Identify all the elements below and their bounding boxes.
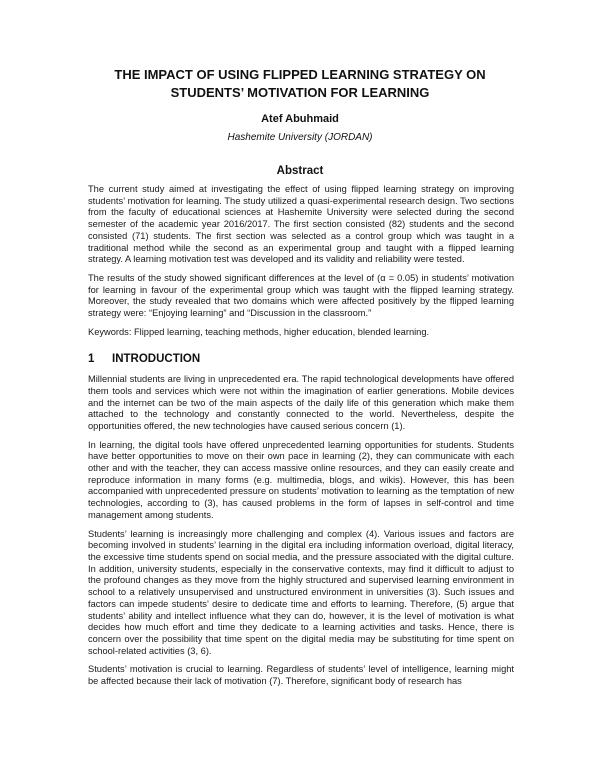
abstract-paragraph-1: The current study aimed at investigating the effect of using flipped learning strategy on improving students’ motivation for learning. The study utilized a quasi-experimental research design. Two sections from the faculty of educational sciences at Hashemite University were selected during the second semester of the academic year 2016/2017. The first section consisted (82) students and the second consisted (71) students. The first section was selected as a control group which was taught in a traditional method while the second as an experimental group and taught with a flipped learning strategy. A learning motivation test was developed and its validity and reliability were tested.	[88, 184, 514, 265]
intro-paragraph-2: In learning, the digital tools have offered unprecedented learning opportunities for students. Students have better opportunities to move on their own pace in learning (2), they can communicate with each other and with the teacher, they can access massive online resources, and they can easily create and reproduce information in many forms (e.g. multimedia, blogs, and wikis). However, this has been accompanied with unprecedented pressure on students’ motivation to learning as the temptation of new technologies, according to (3), has caused problems in the form of lapses in self-control and time management among students.	[88, 439, 514, 520]
keywords: Keywords: Flipped learning, teaching methods, higher education, blended learning.	[88, 326, 430, 337]
paper-title	[60, 66, 540, 102]
paper-body	[88, 184, 514, 695]
author-affiliation: Hashemite University (JORDAN)	[227, 132, 373, 143]
section-number: 1	[88, 353, 95, 366]
section-heading-introduction	[88, 354, 514, 366]
author-name: Atef Abuhmaid	[261, 113, 339, 125]
section-title: INTRODUCTION	[112, 353, 201, 366]
intro-paragraph-1: Millennial students are living in unprecedented era. The rapid technological developments have offered them tools and services which were not within the imagination of earlier generations. Mobile devices and the internet can be two of the main aspects of the daily life of this generation which make them attached to the technology and constantly connected to the world. Nevertheless, despite the opportunities offered, the new technologies have caused serious concern (1).	[88, 374, 514, 431]
title-line-1: THE IMPACT OF USING FLIPPED LEARNING STRATEGY ON	[114, 67, 486, 82]
intro-paragraph-4: Students’ motivation is crucial to learning. Regardless of students’ level of intelligence, learning might be affected because their lack of motivation (7). Therefore, significant body of research has	[88, 664, 514, 687]
abstract-heading: Abstract	[276, 165, 324, 177]
title-line-2: STUDENTS’ MOTIVATION FOR LEARNING	[170, 85, 430, 100]
intro-paragraph-3: Students’ learning is increasingly more challenging and complex (4). Various issues and factors are becoming involved in students’ learning in the digital era including information overload, digital literacy, the excessive time students spend on social media, and the pressure associated with the digital culture. In addition, university students, especially in the conservative contexts, may find it difficult to adjust to the profound changes as they move from the highly structured and supervised learning environment in school to a relatively unsupervised and unstructured environment in universities (3). Such issues and factors can impede students’ desire to dedicate time and efforts to learning. Therefore, (5) argue that students’ ability and intellect influence what they can do, however, it is the level of motivation is what decides how much effort and time they dedicate to a learning activities and tasks. Hence, there is concern over the possibility that time spent on the digital media may be substituting for time spent on school-related activities (3, 6).	[88, 528, 514, 656]
abstract-paragraph-2: The results of the study showed significant differences at the level of (α = 0.05) in students’ motivation for learning in favour of the experimental group which was taught with the flipped learning strategy. Moreover, the study revealed that two domains which were affected positively by the flipped learning strategy were: “Enjoying learning” and “Discussion in the classroom.”	[88, 272, 514, 319]
